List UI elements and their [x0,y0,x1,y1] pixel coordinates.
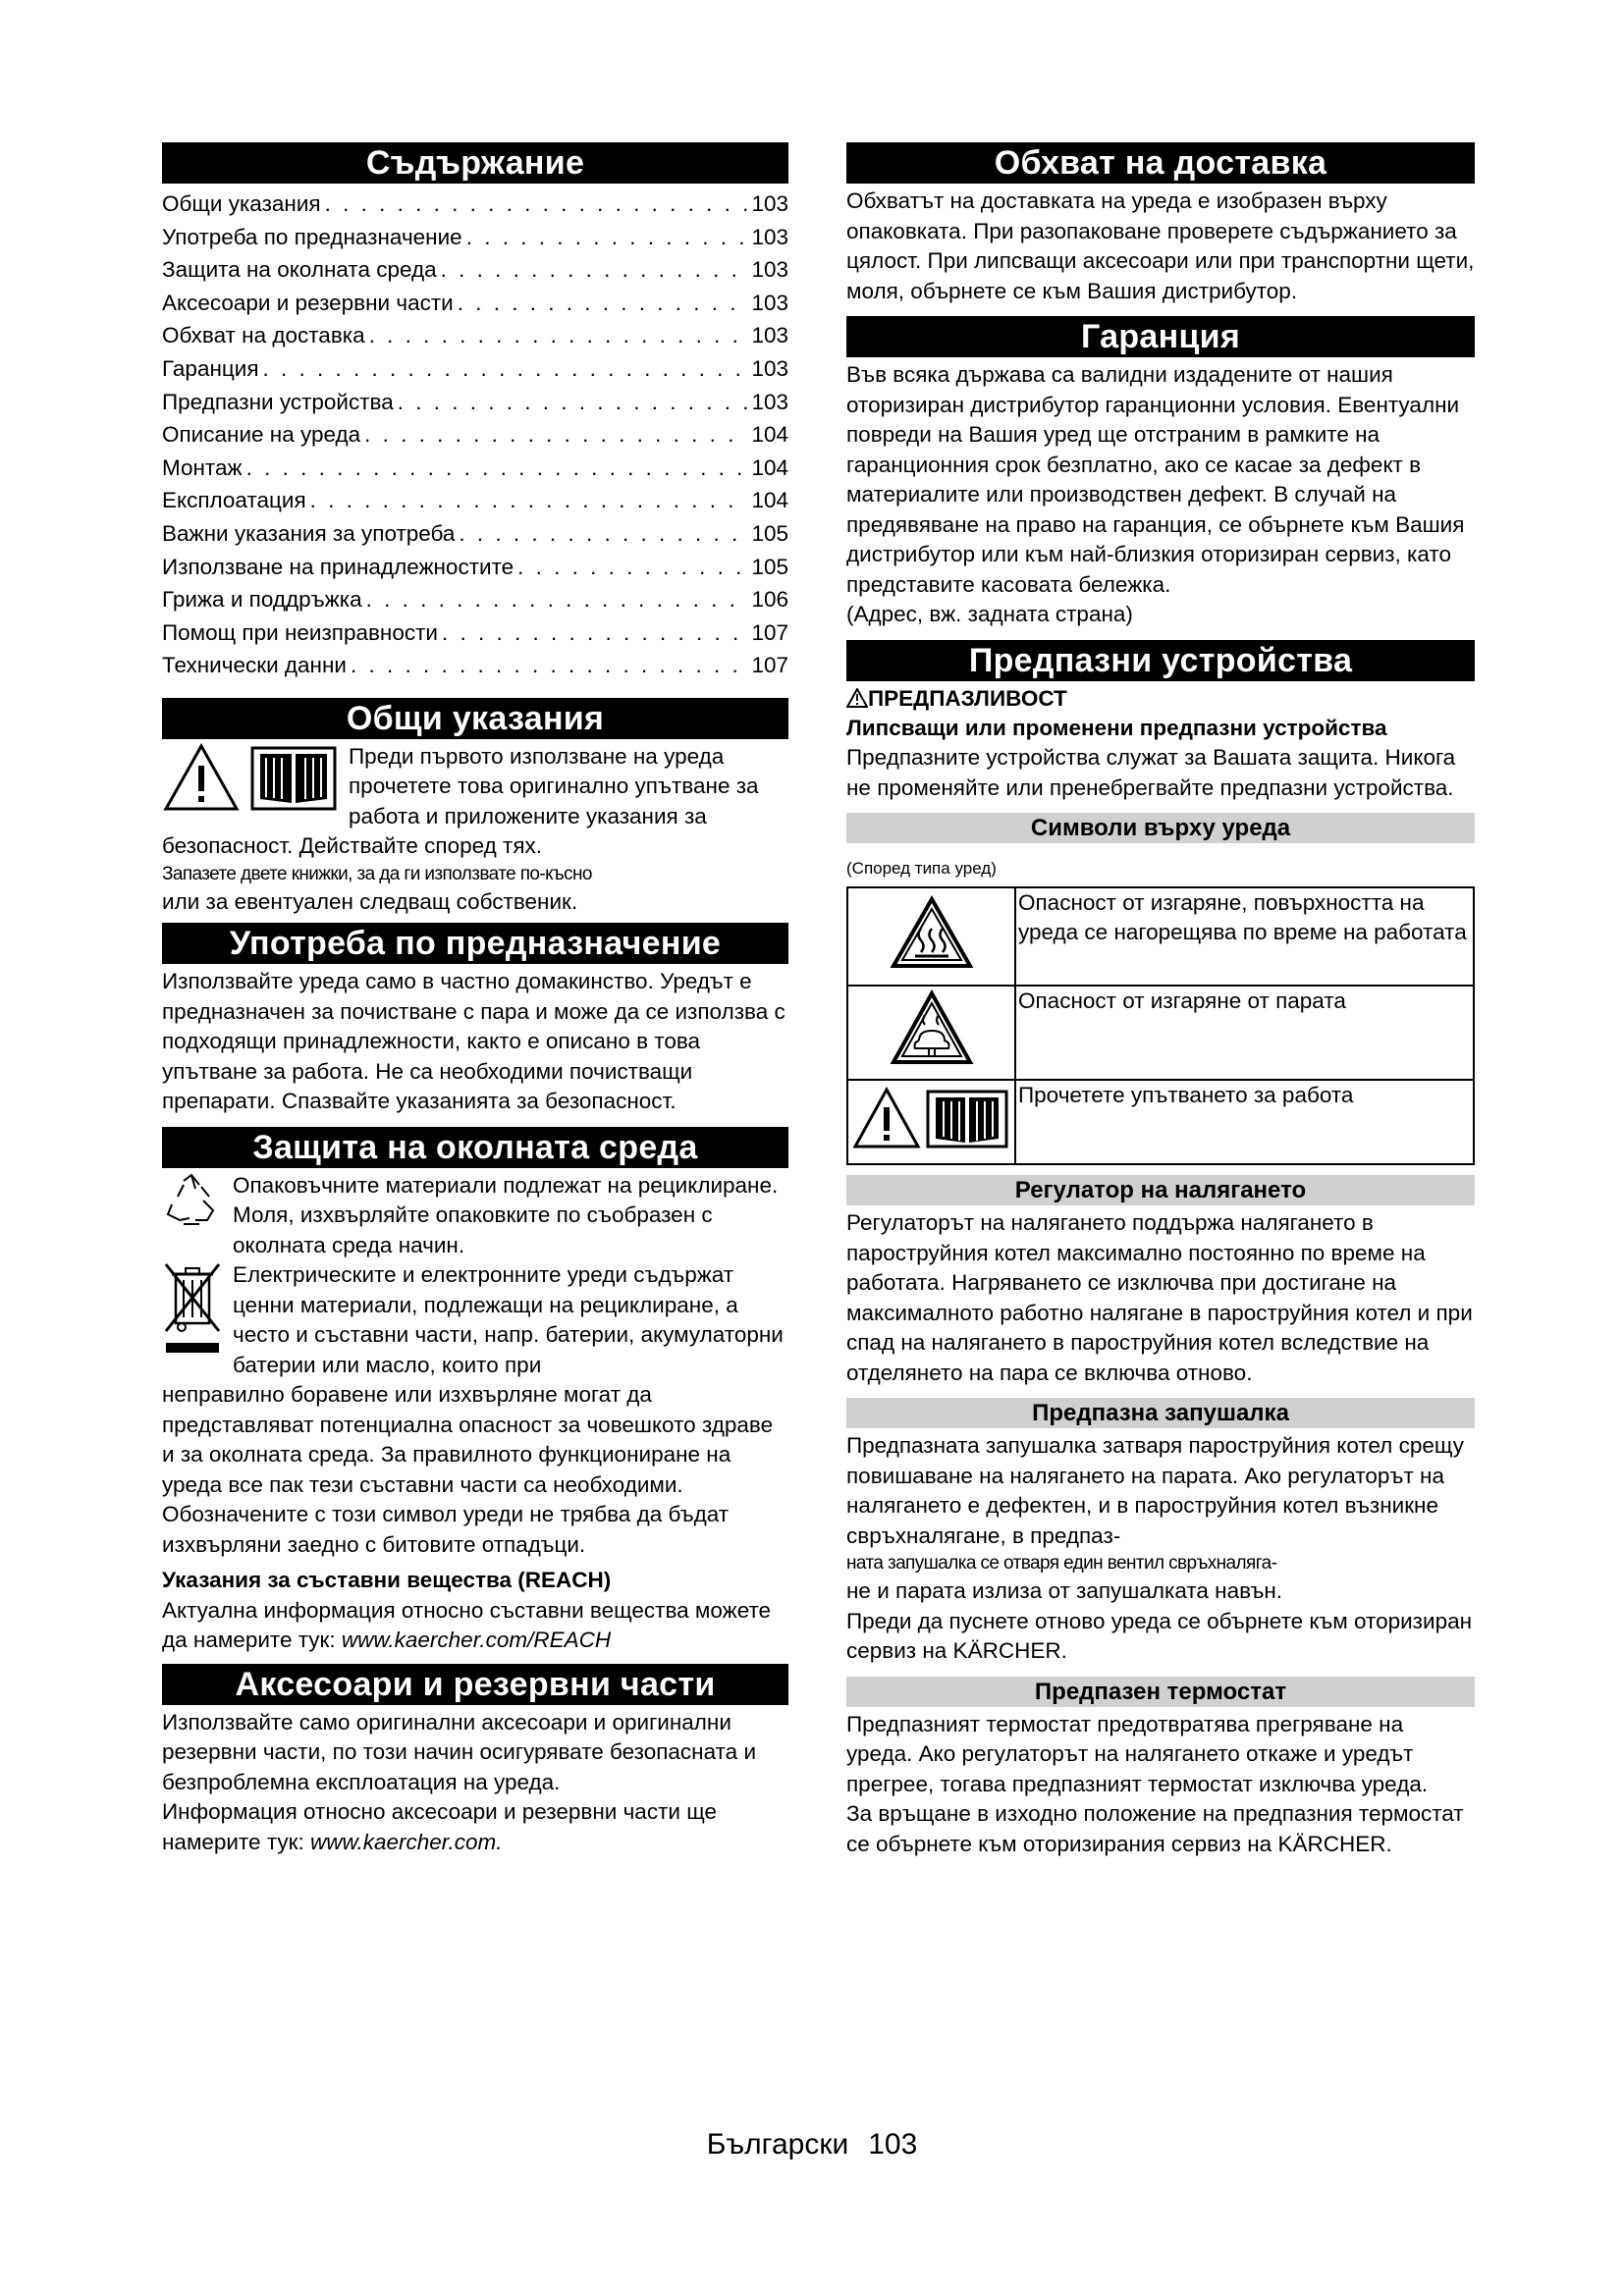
toc-heading: Съдържание [162,142,788,184]
toc-entry-page: 103 [751,355,788,381]
cap-text-small: ната запушалка се отваря един вентил свръхналяга- [846,1553,1277,1574]
toc-leader-dots [398,386,748,419]
toc-entry[interactable] [162,319,788,352]
toc-leader-dots [441,253,748,287]
table-row [847,1080,1474,1164]
toc-entry-title: Помощ при неизправности [162,619,438,645]
intended-use-text: Използвайте уреда само в частно домакинство. Уредът е предназначен за почистване с пара и може да се използва с подходящи принадлежности, както е описано в това упътване за работа. Не са необходими почистващи препарати. Спазвайте указанията за безопасност. [162,969,785,1114]
environment-heading: Защита на околната среда [162,1127,788,1168]
toc-entry-title: Обхват на доставка [162,323,365,348]
safety-heading: Предпазни устройства [846,640,1475,681]
page-footer [0,2128,1624,2162]
left-column [162,142,788,1857]
accessories-text-1: Използвайте само оригинални аксесоари и оригинални резервни части, по този начин осигурявате безопасната и безпроблемна експлоатация на уреда. [162,1709,757,1794]
toc-entry-page: 104 [751,488,788,513]
accessories-link[interactable]: www.kaercher.com. [310,1829,503,1854]
toc-entry-page: 103 [751,323,788,348]
book-icon [246,742,341,813]
general-icons [162,742,341,813]
toc-entry-title: Важни указания за употреба [162,520,456,546]
toc-entry[interactable] [162,352,788,386]
recycling-text: Опаковъчните материали подлежат на рециклиране. Моля, изхвърляйте опаковките по съобразен с околната среда начин. [233,1172,779,1257]
weee-text: Електрическите и електронните уреди съдържат ценни материали, подлежащи на рециклиране, а често и съставни части, напр. батерии, акумулаторни батерии или масло, които при [233,1262,784,1377]
toc-entry-title: Използване на принадлежностите [162,554,514,579]
toc-entry-title: Експлоатация [162,488,306,513]
hot-steam-icon [890,989,974,1068]
toc-entry[interactable] [162,452,788,485]
symbols-caption: (Според типа уред) [846,859,997,878]
toc-entry[interactable] [162,616,788,650]
toc-entry-title: Описание на уреда [162,422,361,448]
symbols-table [846,886,1475,1165]
toc-entry[interactable] [162,418,788,452]
toc-entry[interactable] [162,649,788,682]
toc-entry-page: 103 [751,191,788,216]
toc-leader-dots [246,452,748,485]
toc-entry-title: Гаранция [162,355,259,381]
toc-leader-dots [369,319,748,352]
toc-entry-page: 103 [751,389,788,414]
recycling-icon [162,1171,221,1230]
general-text-4: или за евентуален следващ собственик. [162,888,578,914]
toc-entry[interactable] [162,221,788,254]
toc-entry-page: 104 [751,454,788,480]
right-column [846,142,1475,1859]
toc-entry[interactable] [162,583,788,616]
thermostat-text-1: Предпазният термостат предотвратява прегряване на уреда. Ако регулаторът на налягането откаже и уредът прегрее, тогава предпазният термостат изключва уреда. [846,1711,1429,1796]
footer-page-number: 103 [868,2128,918,2161]
toc-entry-page: 103 [751,290,788,315]
toc-entry-title: Употреба по предназначение [162,224,462,249]
caution-text: ПРЕДПАЗЛИВОСТ [868,685,1067,711]
reach-text: Актуална информация относно съставни вещества можете да намерите тук: [162,1597,772,1653]
pressure-heading: Регулатор на налягането [846,1175,1475,1205]
toc-leader-dots [442,616,747,650]
caution-label [846,684,1475,714]
recycling-notice [162,1171,788,1261]
scope-text: Обхватът на доставката на уреда е изобразен върху опаковката. При разопаковане проверете съдържанието за цялост. При липсващи аксесоари или при транспортни щети, моля, обърнете се към Вашия дистрибутор. [846,188,1475,303]
toc-entry-title: Технически данни [162,653,347,678]
toc-entry-title: Монтаж [162,454,243,480]
intended-use-heading: Употреба по предназначение [162,923,788,964]
toc-leader-dots [263,352,748,386]
toc-entry-page: 107 [751,653,788,678]
toc-leader-dots [466,221,748,254]
reach-paragraph [162,1596,788,1656]
toc-entry-page: 103 [751,257,788,283]
toc-entry-title: Защита на околната среда [162,257,437,283]
pressure-text: Регулаторът на налягането поддържа налягането в пароструйния котел максимално постоянно по време на работата. Нагряването се изключва при достигане на максималното работно налягане в пароструйния котел и при спад на налягането в пароструйния котел вследствие на отделянето на пара се включва отново. [846,1210,1473,1385]
toc-entry[interactable] [162,253,788,287]
accessories-heading: Аксесоари и резервни части [162,1664,788,1705]
toc-entry-title: Грижа и поддръжка [162,587,362,613]
cap-heading: Предпазна запушалка [846,1398,1475,1428]
toc-leader-dots [459,517,747,551]
toc-entry-page: 107 [751,619,788,645]
scope-heading: Обхват на доставка [846,142,1475,184]
toc-entry[interactable] [162,386,788,419]
warning-triangle-icon [162,742,241,813]
symbol-cell [847,887,1015,986]
safety-text: Предпазните устройства служат за Вашата защита. Никога не променяйте или пренебрегвайте предпазни устройства. [846,745,1456,800]
toc-entry-page: 103 [751,224,788,249]
crossed-bin-icon [162,1260,223,1359]
general-text-3: Запазете двете книжки, за да ги използвате по-късно [162,863,592,884]
general-text-2: безопасност. Действайте според тях. [162,833,543,859]
symbol-text-cell: Опасност от изгаряне, повърхността на уреда се нагорещява по време на работата [1015,887,1474,986]
warranty-text: Във всяка държава са валидни издадените от нашия оторизиран дистрибутор гаранционни условия. Евентуални повреди на Вашия уред ще отстраним в рамките на гаранционния срок безплатно, ако се касае за дефект в материалите или производствен дефект. В случай на предявяване на право на гаранция, се обърнете към Вашия дистрибутор или към най-близкия оторизиран сервиз, като представите касовата бележка. [846,362,1465,597]
toc-entry-title: Предпазни устройства [162,389,394,414]
cap-text-3: Преди да пуснете отново уреда се обърнете към оторизиран сервиз на KÄRCHER. [846,1608,1473,1663]
toc-leader-dots [366,583,748,616]
toc-leader-dots [310,484,748,517]
accessories-text-2: Информация относно аксесоари и резервни части ще намерите тук: [162,1799,717,1854]
toc-leader-dots [458,287,748,320]
warranty-heading: Гаранция [846,316,1475,357]
toc-entry-title: Общи указания [162,191,321,216]
toc-entry-title: Аксесоари и резервни части [162,290,454,315]
caution-subheading: Липсващи или променени предпазни устройства [846,715,1387,740]
toc-entry-page: 105 [751,520,788,546]
toc-entry[interactable] [162,287,788,320]
toc-entry-page: 104 [751,422,788,448]
table-of-contents [162,187,788,682]
toc-entry-page: 106 [751,587,788,613]
footer-language: Български [706,2128,849,2161]
reach-link[interactable]: www.kaercher.com/REACH [341,1628,612,1653]
toc-entry[interactable] [162,484,788,517]
reach-heading: Указания за съставни вещества (REACH) [162,1568,612,1593]
toc-leader-dots [351,649,747,682]
cap-text-1: Предпазната запушалка затваря пароструйния котел срещу повишаване на налягането на парата. Ако регулаторът на налягането е дефектен, и в пароструйния котел възникне свръхналягане, в предпаз- [846,1433,1464,1548]
symbols-heading: Символи върху уреда [846,813,1475,843]
accessories-paragraph-2 [162,1797,788,1857]
thermostat-heading: Предпазен термостат [846,1677,1475,1707]
symbol-text-cell: Прочетете упътването за работа [1015,1080,1474,1164]
thermostat-text-2: За връщане в изходно положение на предпазния термостат се обърнете към оторизирания сервиз на KÄRCHER. [846,1801,1464,1856]
hot-surface-icon [890,895,974,970]
toc-entry[interactable] [162,551,788,584]
weee-notice [162,1260,788,1380]
warranty-address: (Адрес, вж. задната страна) [846,602,1133,626]
general-notice [162,742,788,832]
toc-leader-dots [325,187,748,221]
symbol-text-cell: Опасност от изгаряне от парата [1015,986,1474,1080]
table-row [847,887,1474,986]
symbol-cell [847,1080,1015,1164]
toc-leader-dots [517,551,747,584]
cap-text-2: не и парата излиза от запушалката навън. [846,1578,1283,1603]
table-row [847,986,1474,1080]
weee-text-continued: неправилно боравене или изхвърляне могат да представляват потенциална опасност за човешкото здраве и за околната среда. За правилното функциониране на уреда все пак тези съставни части са необходими. Обозначените с този символ уреди не трябва да бъдат изхвърляни заедно с битовите отпадъци. [162,1382,774,1557]
toc-entry[interactable] [162,187,788,221]
read-manual-icon [853,1086,1010,1150]
symbol-cell [847,986,1015,1080]
toc-entry[interactable] [162,517,788,551]
toc-entry-page: 105 [751,554,788,579]
general-heading: Общи указания [162,698,788,739]
toc-leader-dots [364,418,747,452]
general-text-1: Преди първото използване на уреда прочетете това оригинално упътване за работа и приложените указания за [349,743,759,828]
caution-triangle-icon [846,688,868,708]
